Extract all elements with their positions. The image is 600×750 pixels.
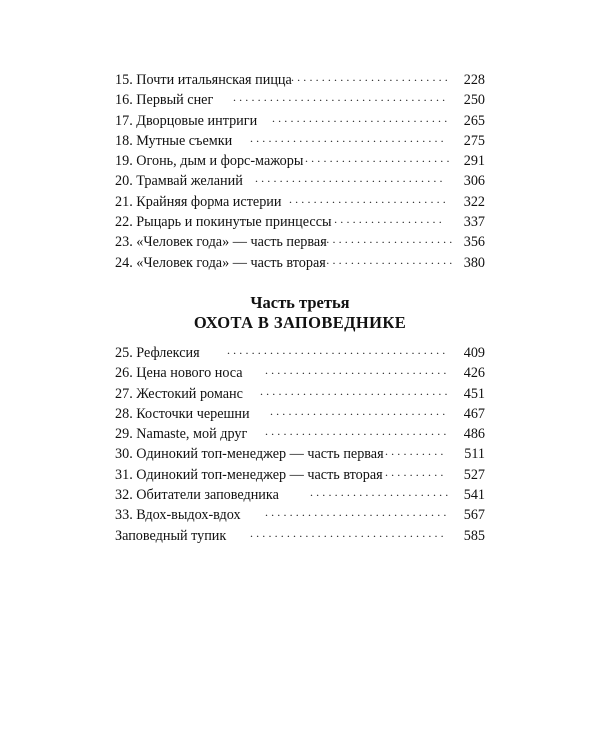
dot-leader: ................................ (250, 525, 447, 540)
toc-entry-page: 486 (463, 426, 485, 443)
toc-entry-title: 19. Огонь, дым и форс-мажоры (115, 153, 304, 170)
dot-leader: .......... (385, 464, 447, 479)
toc-entry-page: 337 (463, 214, 485, 231)
dot-leader: .................................... (227, 343, 449, 357)
toc-entry-page: 527 (463, 466, 485, 483)
part-heading (115, 293, 485, 333)
toc-entry-page: 250 (463, 92, 485, 109)
toc-entry-page: 228 (463, 72, 485, 88)
dot-leader: ............................... (260, 383, 451, 398)
dot-leader: ............................. (272, 110, 451, 125)
toc-entry (115, 526, 485, 546)
toc-entry-title: 32. Обитатели заповедника (115, 487, 279, 504)
toc-entry-page: 275 (463, 132, 485, 149)
toc-entry-title: 20. Трамвай желаний (115, 173, 243, 190)
toc-entry-title: 16. Первый снег (115, 92, 214, 109)
toc-entry-page: 541 (463, 487, 485, 504)
toc-entry-page: 467 (463, 405, 485, 422)
toc-entry-page: 265 (463, 112, 485, 129)
toc-entry (115, 253, 485, 273)
dot-leader: .............................. (265, 363, 450, 378)
toc-entry-title: 33. Вдох-выдох-вдох (115, 507, 241, 524)
toc-entry-title: Заповедный тупик (115, 527, 227, 544)
toc-entry-title: 21. Крайняя форма истерии (115, 193, 282, 210)
dot-leader: .......................... (291, 70, 451, 84)
toc-entry-page: 585 (463, 527, 485, 544)
toc-entry-title: 22. Рыцарь и покинутые принцессы (115, 214, 332, 231)
toc-entry-title: 18. Мутные съемки (115, 132, 233, 149)
dot-leader: .............................. (265, 424, 450, 439)
toc-entry-title: 23. «Человек года» — часть первая (115, 234, 327, 251)
toc-entry-title: 29. Namaste, мой друг (115, 426, 248, 443)
toc-entry-title: 17. Дворцовые интриги (115, 112, 258, 129)
toc-entry-page: 322 (463, 193, 485, 210)
toc-entry-title: 28. Косточки черешни (115, 405, 250, 422)
toc-entry-page: 306 (463, 173, 485, 190)
toc-entry-page: 291 (463, 153, 485, 170)
table-of-contents-part-three (115, 343, 485, 546)
dot-leader: ................... (328, 212, 445, 227)
dot-leader: .......... (385, 444, 447, 459)
part-title: ОХОТА В ЗАПОВЕДНИКЕ (193, 313, 407, 332)
toc-entry-title: 15. Почти итальянская пицца (115, 72, 292, 88)
toc-entry-page: 511 (464, 446, 485, 463)
dot-leader: ................................ (250, 130, 447, 145)
toc-entry-page: 426 (463, 365, 485, 382)
toc-entry-title: 25. Рефлексия (115, 345, 200, 361)
dot-leader: .......................... (289, 191, 449, 206)
toc-entry-page: 356 (463, 234, 485, 251)
dot-leader: ....................... (314, 252, 456, 267)
toc-entry-title: 30. Одинокий топ-менеджер — часть первая (115, 446, 384, 463)
dot-leader: ............................. (270, 403, 449, 418)
dot-leader: ....................... (310, 485, 452, 500)
table-of-contents-part-two (115, 70, 485, 273)
part-label: Часть третья (250, 293, 350, 312)
toc-entry-title: 27. Жестокий романс (115, 385, 243, 402)
toc-entry-title: 31. Одинокий топ-менеджер — часть вторая (115, 466, 383, 483)
dot-leader: ........................ (305, 151, 453, 166)
toc-entry-page: 409 (463, 345, 485, 361)
dot-leader: ....................... (314, 232, 456, 247)
toc-entry-page: 380 (463, 254, 485, 271)
toc-entry-title: 26. Цена нового носа (115, 365, 243, 382)
dot-leader: ................................... (233, 90, 449, 105)
dot-leader: ............................... (255, 171, 446, 186)
toc-entry-title: 24. «Человек года» — часть вторая (115, 254, 326, 271)
toc-entry-page: 567 (463, 507, 485, 524)
toc-entry-page: 451 (463, 385, 485, 402)
dot-leader: .............................. (265, 505, 450, 520)
